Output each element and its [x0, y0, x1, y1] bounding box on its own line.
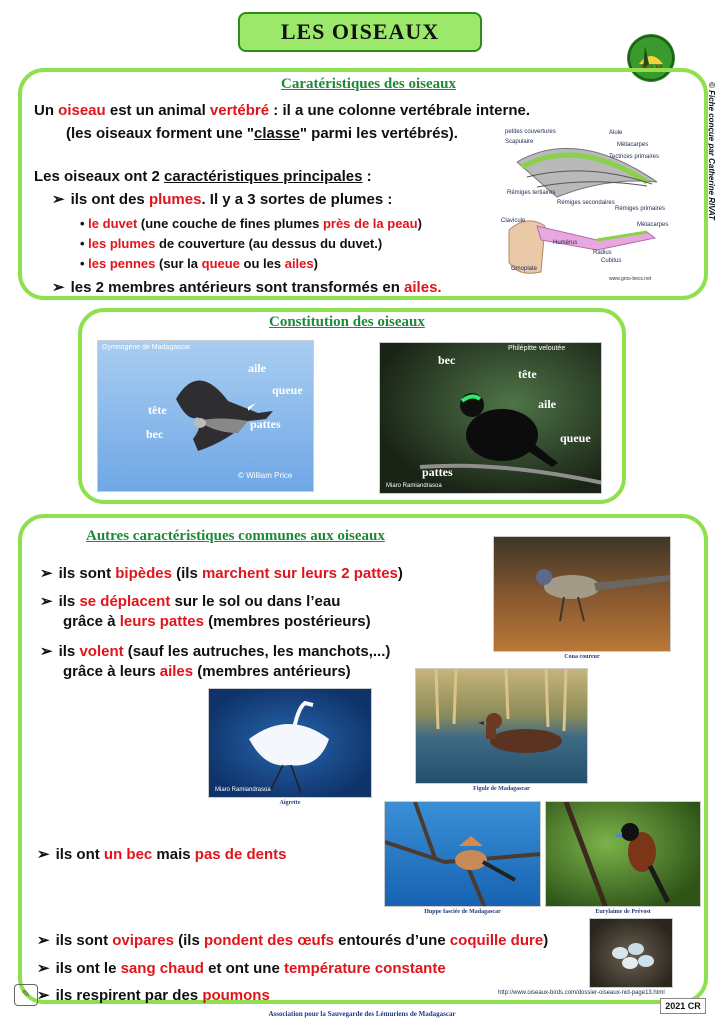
- main-characteristics-line: Les oiseaux ont 2 caractéristiques principales :: [34, 168, 372, 185]
- label-tete: tête: [518, 367, 537, 381]
- arrow-icon: ➢: [52, 279, 65, 296]
- label-bec: bec: [438, 353, 456, 367]
- arrow-icon: ➢: [37, 846, 50, 863]
- photo-huppe: [384, 801, 541, 907]
- label-queue: queue: [272, 383, 303, 397]
- diagram-label: Tectrices primaires: [609, 154, 660, 160]
- diagram-source: www.gros-becs.net: [609, 276, 652, 282]
- down-feathers-item: • le duvet (une couche de fines plumes près de la peau): [80, 216, 422, 231]
- caption-aigrette: Aigrette: [279, 800, 301, 806]
- label-pattes: pattes: [250, 417, 281, 431]
- diagram-label: Alule: [609, 130, 623, 136]
- arrow-icon: ➢: [52, 191, 65, 208]
- photo-caption: Gymnogène de Madagascar: [102, 344, 191, 351]
- diagram-label: petites couvertures: [505, 129, 556, 135]
- arrow-icon: ➢: [37, 987, 50, 1004]
- moving-item-line2: grâce à leurs pattes (membres postérieurs): [63, 613, 371, 630]
- wing-anatomy-diagram: [497, 122, 669, 282]
- photo-coua: [493, 536, 671, 652]
- diagram-label: Clavicule: [501, 218, 526, 224]
- feathers-bullet: ➢ ils ont des plumes. Il y a 3 sortes de plumes :: [52, 191, 393, 208]
- arrow-icon: ➢: [40, 643, 53, 660]
- small-logo-icon: ✎: [14, 984, 38, 1006]
- photo-aigrette: [208, 688, 372, 798]
- photo-credit: Miaro Ramiandrasoa: [386, 483, 442, 489]
- diagram-label: Omoplate: [511, 266, 538, 272]
- diagram-label: Métacarpes: [617, 142, 649, 148]
- diagram-label: Rémiges tertiaires: [507, 190, 556, 196]
- diagram-label: Métacarpes: [637, 222, 669, 228]
- label-queue: queue: [560, 431, 591, 445]
- diagram-label: Scapulaire: [505, 139, 534, 145]
- arrow-icon: ➢: [40, 593, 53, 610]
- title-box: [238, 12, 482, 52]
- cover-feathers-item: • les plumes de couverture (au dessus du duvet.): [80, 236, 383, 251]
- photo-gymnogene: [97, 340, 314, 492]
- year-badge: [660, 998, 706, 1014]
- photo-eurylaime: [545, 801, 701, 907]
- arrow-icon: ➢: [40, 565, 53, 582]
- flying-item: ➢ ils volent (sauf les autruches, les manchots,...): [40, 643, 391, 660]
- definition-line: Un oiseau est un animal vertébré : il a une colonne vertébrale interne.: [34, 102, 531, 119]
- label-tete: tête: [148, 403, 167, 417]
- oviparous-item: ➢ ils sont ovipares (ils pondent des œufs entourés d’une coquille dure): [37, 932, 549, 949]
- lungs-item: ➢ ils respirent par des poumons: [37, 987, 270, 1004]
- diagram-label: Rémiges primaires: [615, 206, 666, 212]
- logo-text: ASLM: [639, 64, 663, 73]
- label-aile: aile: [538, 397, 556, 411]
- flight-feathers-item: • les pennes (sur la queue ou les ailes): [80, 256, 318, 271]
- constitution-heading: Constitution des oiseaux: [269, 314, 425, 330]
- side-credit: © Fiche conçue par Catherine RIVAT: [707, 82, 716, 221]
- common-features-heading: Autres caractéristiques communes aux oiseaux: [86, 528, 385, 544]
- caption-huppe: Huppe fasciée de Madagascar: [424, 909, 501, 915]
- photo-caption: Philépitte veloutée: [508, 345, 566, 352]
- diagram-label: Radius: [593, 250, 612, 256]
- wings-bullet: ➢ les 2 membres antérieurs sont transformés en ailes.: [52, 279, 442, 296]
- moving-item: ➢ ils se déplacent sur le sol ou dans l’eau: [40, 593, 341, 610]
- eggs-url: http://www.oiseaux-birds.com/dossier-oiseaux-nid-page13.html: [498, 990, 665, 996]
- photo-credit: © William Price: [238, 471, 293, 480]
- photo-fuligule: [415, 668, 588, 784]
- caption-fuligule: Figule de Madagascar: [473, 786, 530, 792]
- photo-eggs: [589, 918, 673, 988]
- diagram-label: Rémiges secondaires: [557, 200, 615, 206]
- bipeds-item: ➢ ils sont bipèdes (ils marchent sur leurs 2 pattes): [40, 565, 403, 582]
- characteristics-heading: Caratéristiques des oiseaux: [281, 76, 456, 92]
- label-pattes: pattes: [422, 465, 453, 479]
- photo-philepitte: [379, 342, 602, 494]
- arrow-icon: ➢: [37, 960, 50, 977]
- diagram-label: Humérus: [553, 240, 578, 246]
- arrow-icon: ➢: [37, 932, 50, 949]
- footer-association: Association pour la Sauvegarde des Lémuriens de Madagascar: [268, 1010, 456, 1018]
- label-bec: bec: [146, 427, 164, 441]
- caption-coua: Coua coureur: [564, 654, 600, 660]
- diagram-label: Cubitus: [601, 258, 622, 264]
- flying-item-line2: grâce à leurs ailes (membres antérieurs): [63, 663, 351, 680]
- beak-item: ➢ ils ont un bec mais pas de dents: [37, 846, 287, 863]
- page-title: LES OISEAUX: [280, 19, 440, 44]
- caption-eurylaime: Eurylaime de Prévost: [595, 909, 651, 915]
- warm-blood-item: ➢ ils ont le sang chaud et ont une température constante: [37, 960, 446, 977]
- label-aile: aile: [248, 361, 266, 375]
- class-line: (les oiseaux forment une "classe" parmi les vertébrés).: [66, 125, 458, 142]
- photo-credit: Miaro Ramiandrasoa: [215, 787, 271, 793]
- year-text: 2021 CR: [665, 1001, 701, 1011]
